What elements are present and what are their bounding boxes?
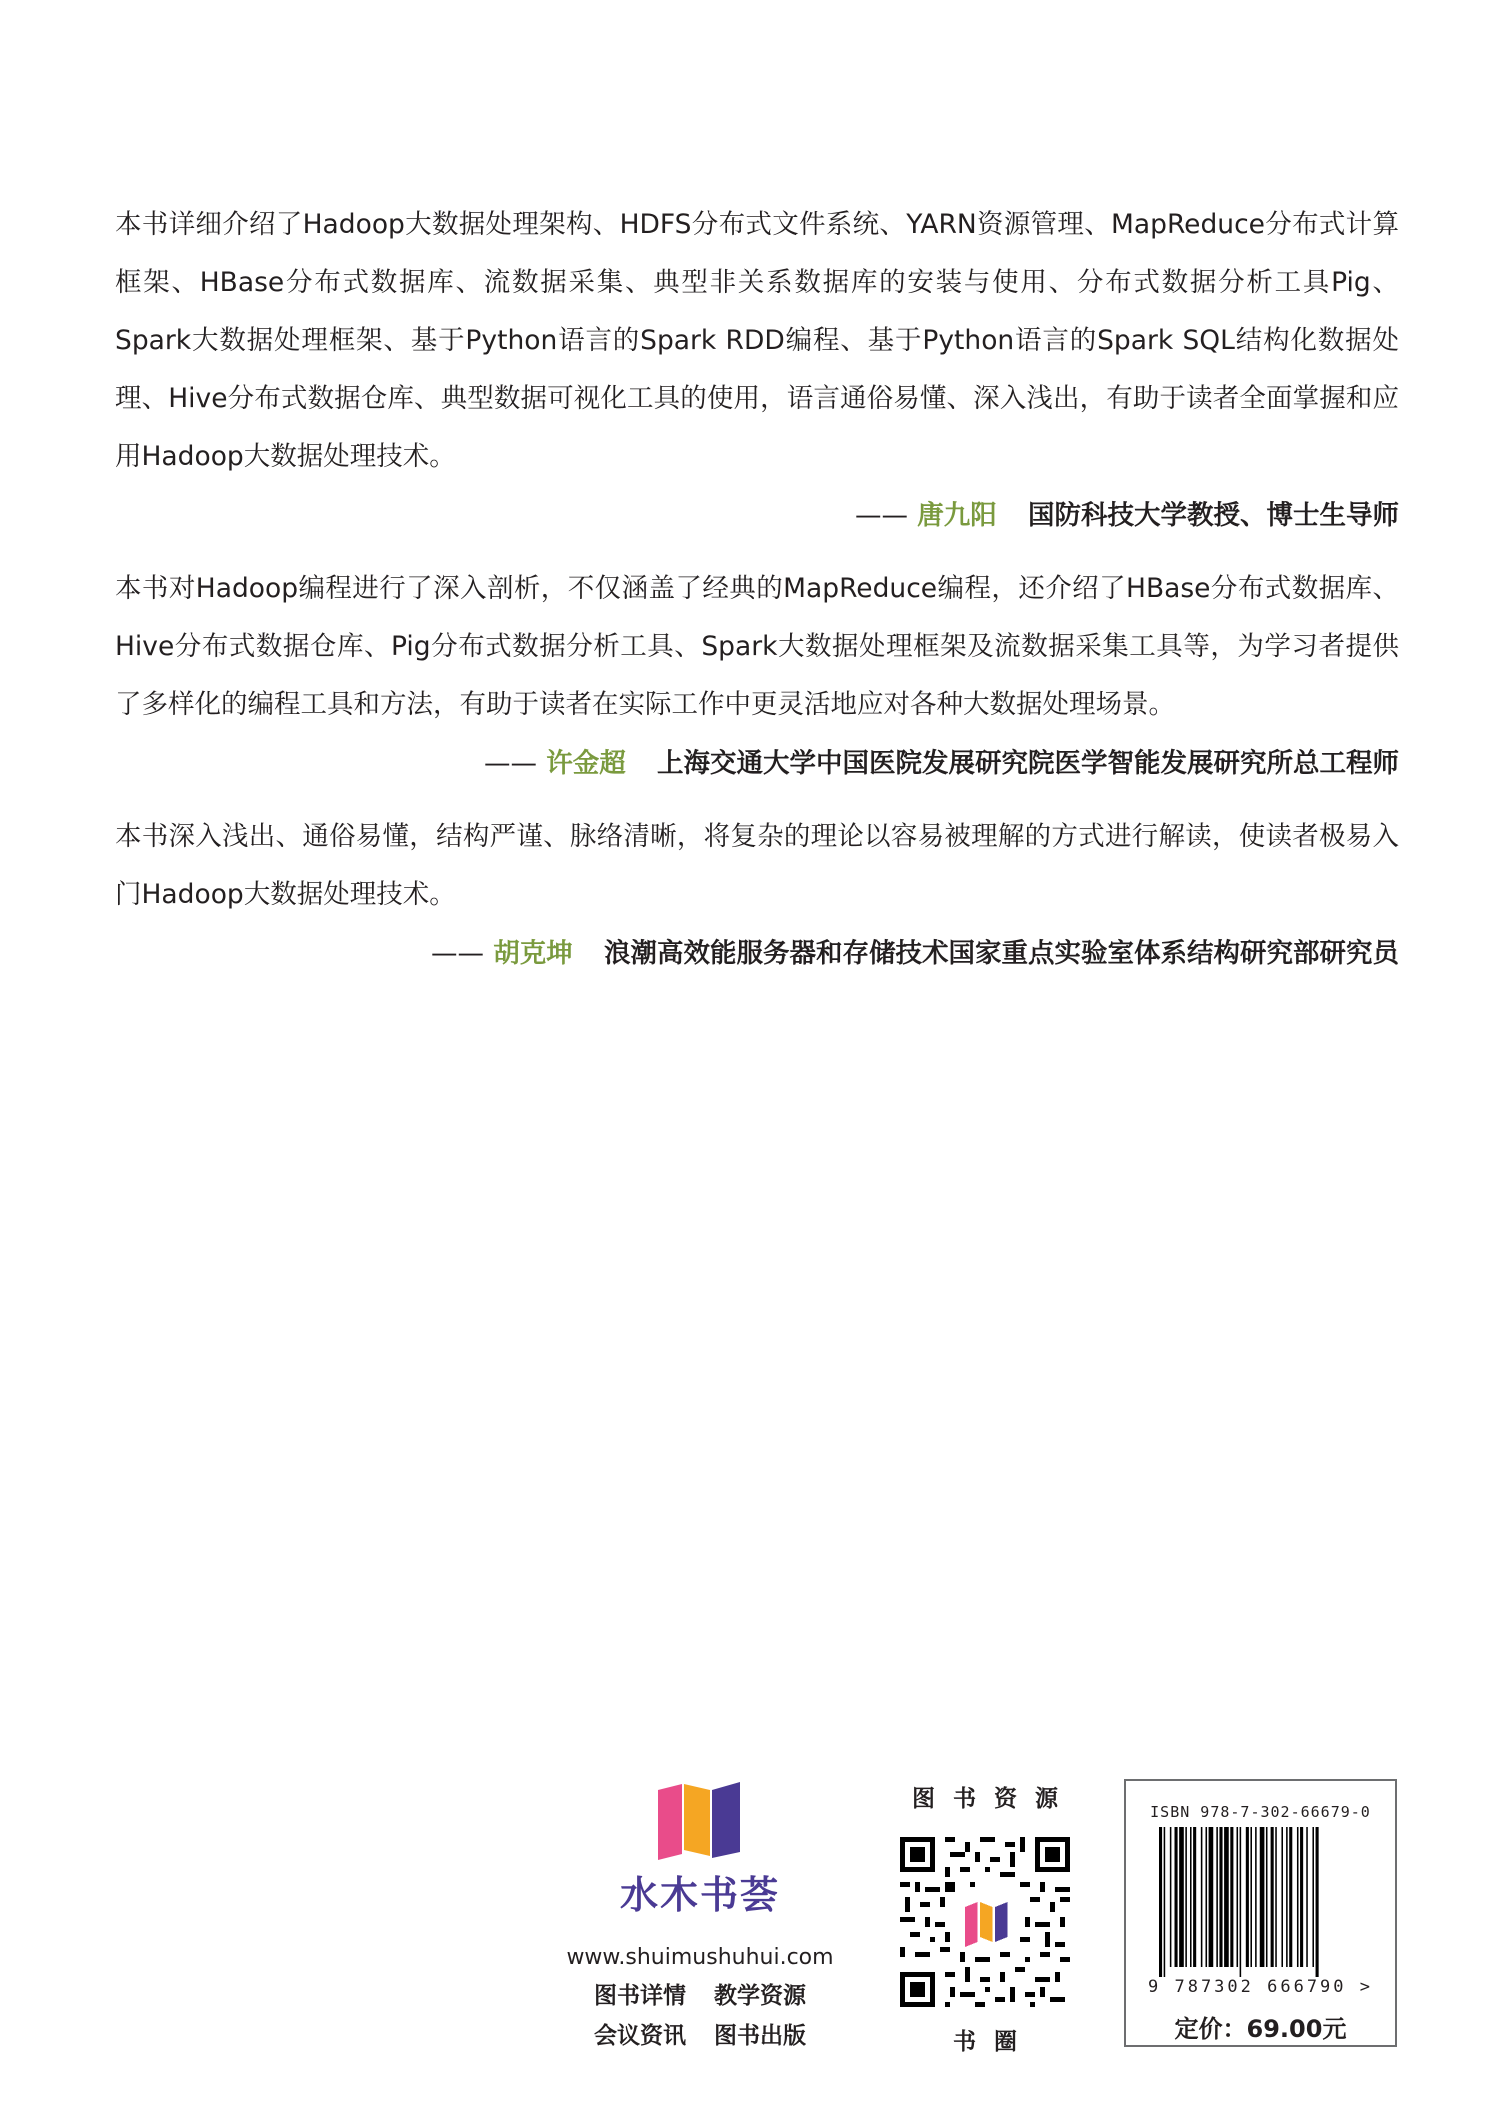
attribution-dash: —— — [855, 500, 909, 531]
attribution-dash: —— — [484, 748, 538, 779]
qr-block — [885, 1780, 1085, 2056]
link-book-details[interactable]: 图书详情 — [593, 1983, 686, 2009]
link-book-publishing[interactable]: 图书出版 — [714, 2023, 806, 2049]
publisher-links — [560, 1976, 840, 2056]
review-text-3: 本书深入浅出、通俗易懂，结构严谨、脉络清晰，将复杂的理论以容易被理解的方式进行解读，使读者极易入门Hadoop大数据处理技术。 — [115, 821, 1399, 910]
attribution-dash: —— — [431, 938, 485, 969]
reviewer-title-2: 上海交通大学中国医院发展研究院医学智能发展研究所总工程师 — [657, 748, 1399, 779]
publisher-block — [560, 1780, 840, 2056]
price-label: 定价：69.00元 — [1174, 2015, 1347, 2043]
barcode-icon — [1153, 1827, 1368, 1977]
publisher-url[interactable]: www.shuimushuhui.com — [566, 1945, 834, 1970]
link-teaching-resources[interactable]: 教学资源 — [714, 1983, 806, 2009]
qr-caption: 书圈 — [953, 2029, 1035, 2055]
qr-code-icon[interactable] — [900, 1837, 1070, 2007]
isbn-digits: 9 787302 666790 > — [1148, 1977, 1373, 1997]
publisher-logo-text: 水木书荟 — [619, 1872, 780, 1917]
reviewer-name-1: 唐九阳 — [917, 500, 997, 531]
link-conference-news[interactable]: 会议资讯 — [593, 2023, 686, 2049]
review-text-2: 本书对Hadoop编程进行了深入剖析，不仅涵盖了经典的MapReduce编程，还介绍了HBase分布式数据库、Hive分布式数据仓库、Pig分布式数据分析工具、Spark大数据处理框架及流数据采集工具等，为学习者提供了多样化的编程工具和方法，有助于读者在实际工作中更灵活地应对各种大数据处理场景。 — [115, 573, 1399, 720]
reviewer-title-3: 浪潮高效能服务器和存储技术国家重点实验室体系结构研究部研究员 — [604, 938, 1399, 969]
reviewer-title-1: 国防科技大学教授、博士生导师 — [1028, 500, 1399, 531]
review-attribution-2 — [115, 734, 1399, 794]
isbn-label: ISBN 978-7-302-66679-0 — [1150, 1803, 1371, 1821]
reviewer-name-2: 许金超 — [546, 748, 626, 779]
qr-title: 图书资源 — [912, 1786, 1076, 1812]
review-attribution-3 — [115, 924, 1399, 984]
reviews-section — [115, 196, 1399, 984]
reviewer-name-3: 胡克坤 — [493, 938, 573, 969]
isbn-box — [1124, 1779, 1397, 2047]
review-text-1: 本书详细介绍了Hadoop大数据处理架构、HDFS分布式文件系统、YARN资源管理、MapReduce分布式计算框架、HBase分布式数据库、流数据采集、典型非关系数据库的安装与使用、分布式数据分析工具Pig、Spark大数据处理框架、基于Python语言的Spark RDD编程、基于Python语言的Spark SQL结构化数据处理、Hive分布式数据仓库、典型数据可视化工具的使用，语言通俗易懂、深入浅出，有助于读者全面掌握和应用Hadoop大数据处理技术。 — [115, 209, 1399, 472]
review-attribution-1 — [115, 486, 1399, 546]
publisher-logo-icon — [650, 1780, 750, 1860]
